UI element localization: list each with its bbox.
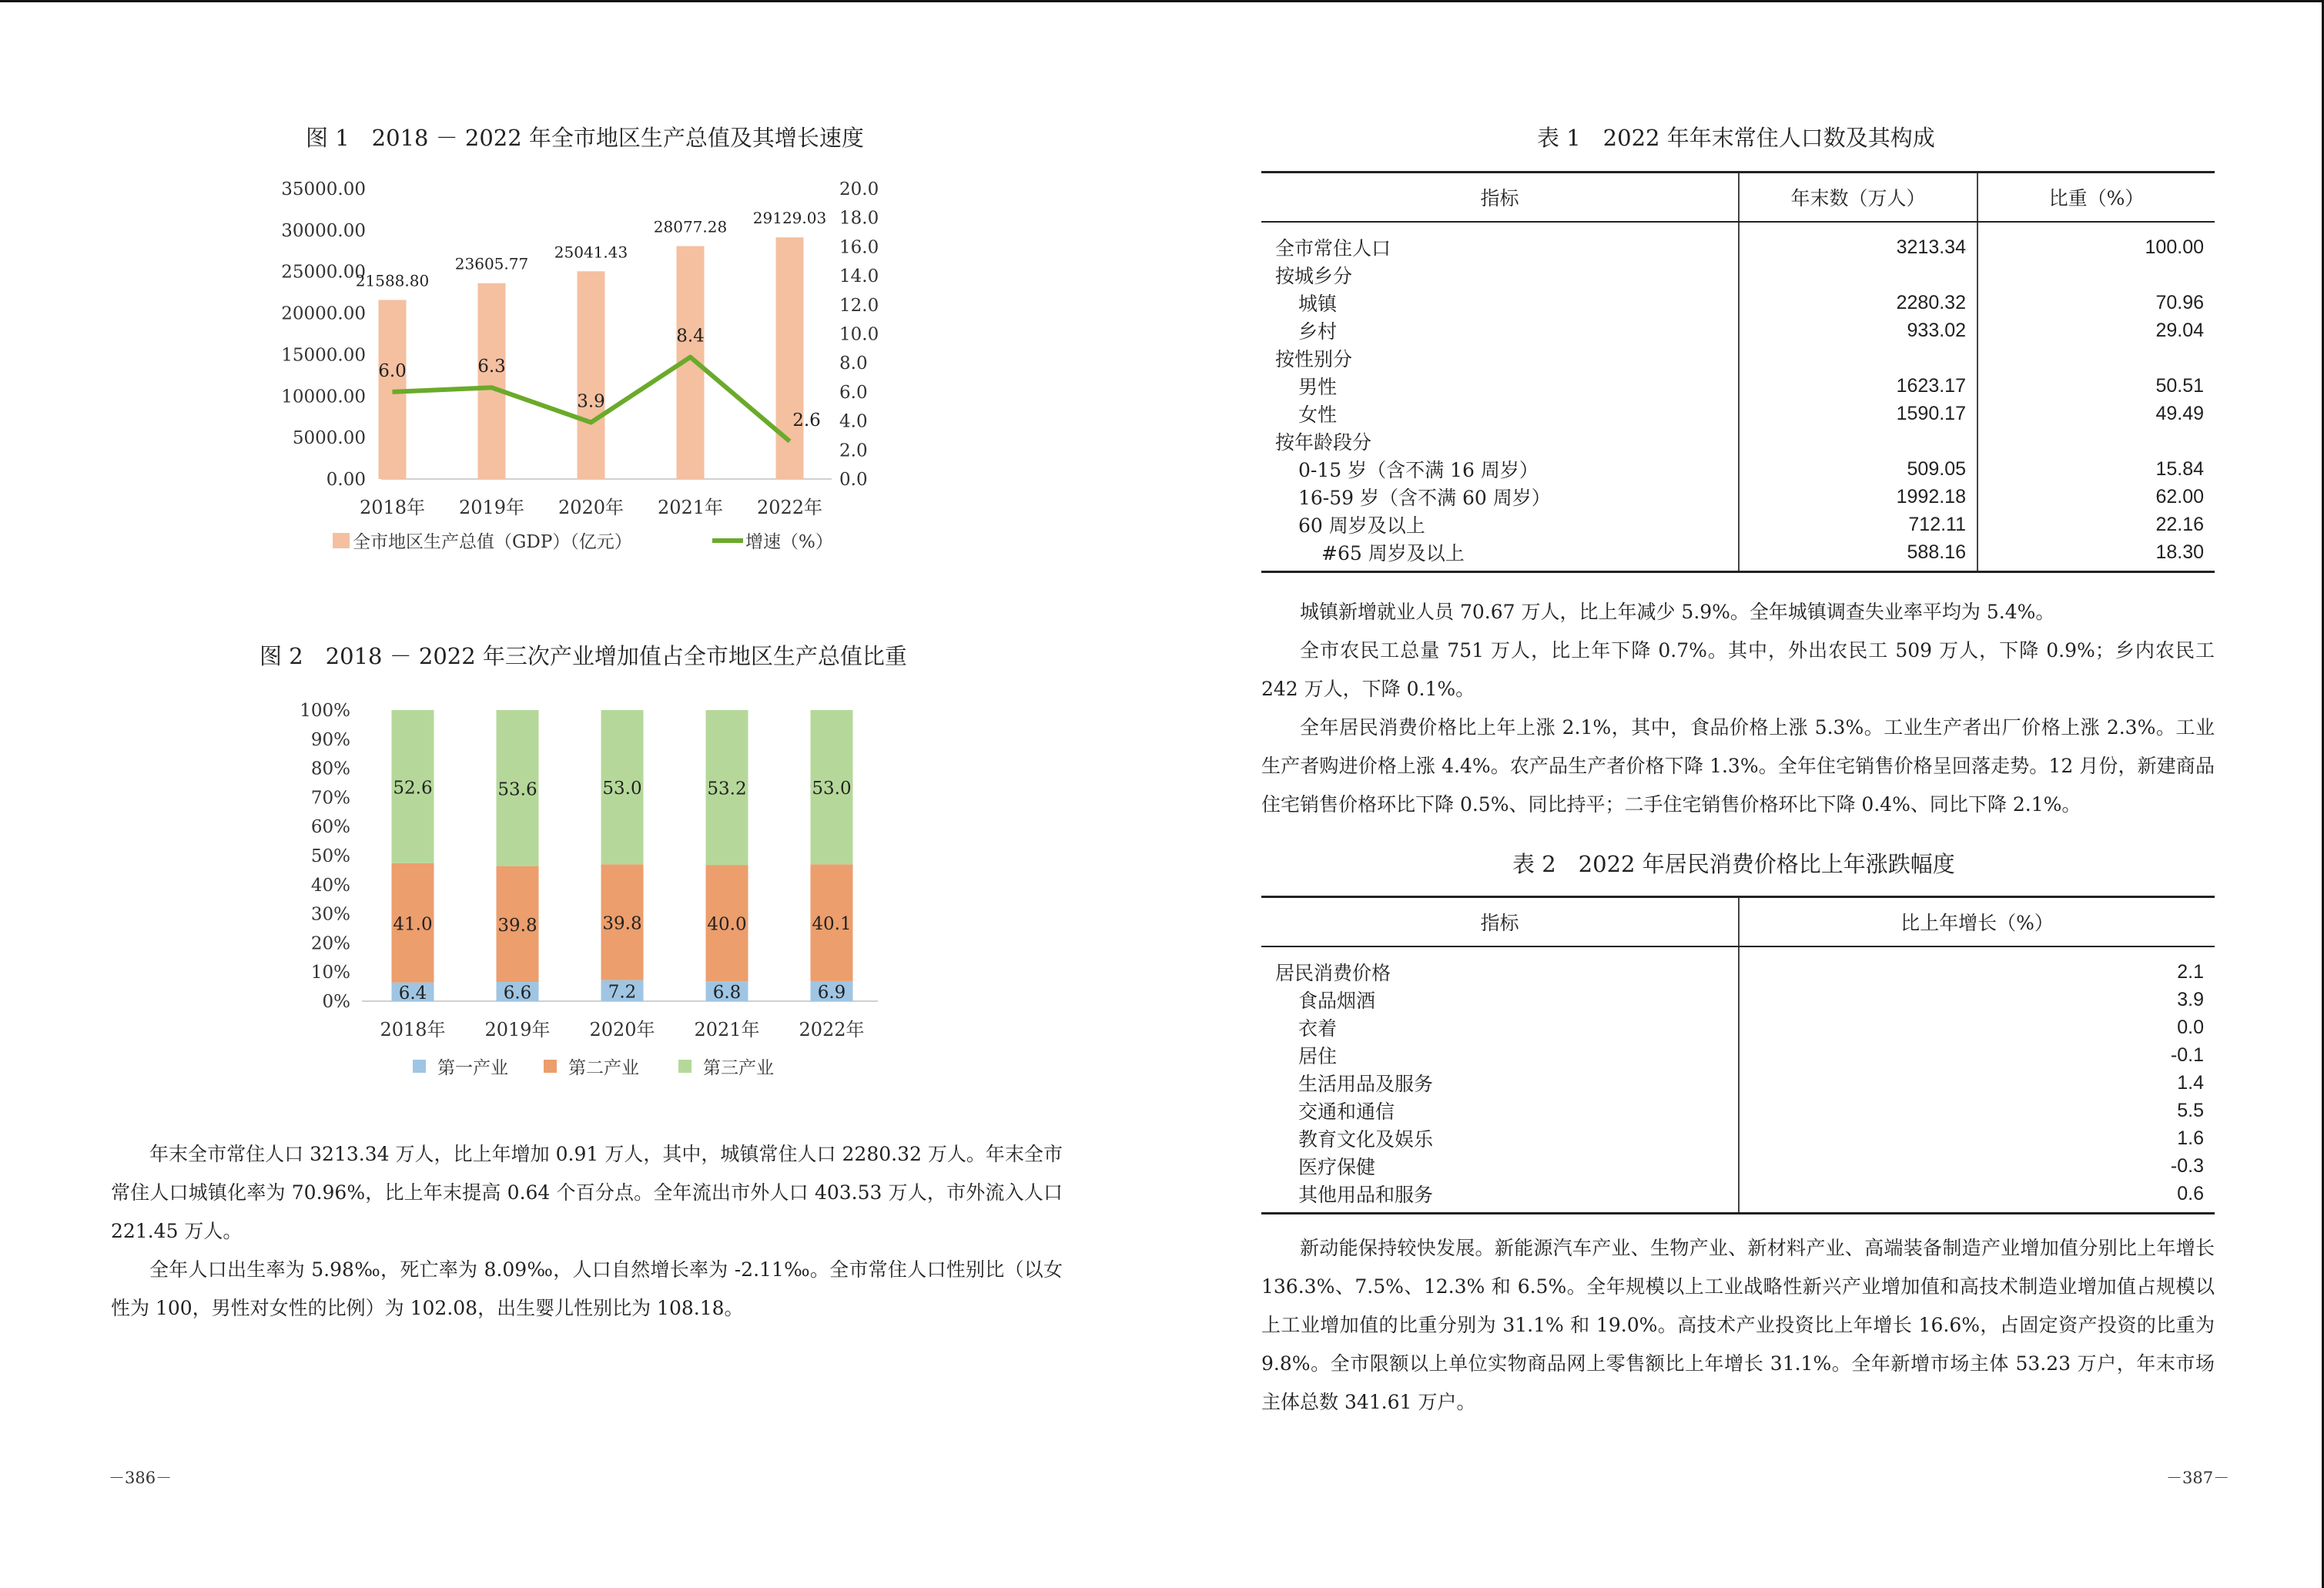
paragraph-employment: 城镇新增就业人员 70.67 万人，比上年减少 5.9%。全年城镇调查失业率平均为 5.4%。 [1300, 601, 2055, 623]
table1-cell-share [1977, 261, 2215, 289]
x-tick-label: 2019年 [458, 497, 525, 518]
segment-label: 53.0 [812, 779, 852, 799]
y-left-tick-label: 25000.00 [281, 262, 366, 283]
table2-row [1261, 1069, 2215, 1097]
x-tick-label: 2018年 [359, 497, 426, 518]
table1 [1261, 171, 2215, 573]
y-right-tick-label: 14.0 [839, 266, 879, 287]
growth-point-label: 2.6 [792, 410, 821, 431]
y-right-tick-label: 12.0 [839, 295, 879, 316]
table2-cell-value: 0.6 [1739, 1180, 2215, 1214]
table1-cell-value: 1590.17 [1739, 400, 1977, 427]
left-body-text [111, 1135, 1063, 1328]
y-right-tick-label: 2.0 [839, 441, 868, 461]
y-tick-label: 90% [310, 729, 350, 750]
table1-cell-label: #65 周岁及以上 [1261, 538, 1739, 572]
table1-cell-label: 60 周岁及以上 [1261, 511, 1739, 538]
y-left-tick-label: 20000.00 [281, 303, 366, 324]
y-tick-label: 10% [310, 963, 350, 983]
x-tick-label: 2021年 [694, 1019, 760, 1040]
page-number-left: －386－ [109, 1469, 172, 1487]
table2-row [1261, 1097, 2215, 1124]
table1-row [1261, 261, 2215, 289]
segment-label: 52.6 [393, 778, 433, 799]
table1-row [1261, 455, 2215, 483]
y-left-tick-label: 5000.00 [292, 428, 366, 449]
y-right-tick-label: 8.0 [839, 353, 868, 374]
growth-point-label: 6.3 [477, 357, 506, 377]
table1-row [1261, 400, 2215, 427]
table1-cell-label: 按城乡分 [1261, 261, 1739, 289]
table2-title: 表 2 2022 年居民消费价格比上年涨跌幅度 [1512, 851, 1955, 877]
table1-cell-share [1977, 344, 2215, 372]
table2-row [1261, 1152, 2215, 1180]
table2-cell-value: 1.6 [2177, 1127, 2204, 1149]
table1-cell-share: 70.96 [2155, 291, 2204, 313]
x-tick-label: 2020年 [589, 1019, 655, 1040]
table2-cell-label: 衣着 [1261, 1013, 1739, 1041]
segment-label: 39.8 [497, 915, 537, 936]
y-right-tick-label: 6.0 [839, 382, 868, 403]
table1-row [1261, 538, 2215, 572]
table1-header-year-end: 年末数（万人） [1739, 173, 1977, 223]
legend-label: 第三产业 [703, 1058, 774, 1078]
table2-cell-value: -0.3 [2170, 1154, 2204, 1177]
right-body-text-2 [1261, 1229, 2215, 1422]
table1-cell-value: 3213.34 [1739, 222, 1977, 261]
y-right-tick-label: 18.0 [839, 208, 879, 229]
x-tick-label: 2018年 [380, 1019, 446, 1040]
y-right-tick-label: 0.0 [839, 470, 868, 490]
table2-cell-label: 交通和通信 [1261, 1097, 1739, 1124]
table1-cell-share: 22.16 [2155, 513, 2204, 535]
table1-cell-value [1739, 427, 1977, 455]
table1-cell-share: 100.00 [2145, 236, 2204, 258]
segment-label: 7.2 [608, 982, 637, 1003]
gdp-bar [478, 283, 506, 479]
legend-label: 第二产业 [568, 1058, 639, 1078]
table2-cell-value: 2.1 [2177, 960, 2204, 983]
y-right-tick-label: 10.0 [839, 324, 879, 345]
x-tick-label: 2020年 [558, 497, 625, 518]
growth-point-label: 6.0 [378, 360, 407, 381]
y-right-tick-label: 4.0 [839, 411, 868, 432]
table2-row [1261, 946, 2215, 986]
paragraph-new-momentum: 新动能保持较快发展。新能源汽车产业、生物产业、新材料产业、高端装备制造产业增加值分别比上年增长 136.3%、7.5%、12.3% 和 6.5%。全年规模以上工业战略性新兴产业增加值和高技术制造业增加值占规模以上工业增加值的比重分别为 31.1% 和 19.0%。高技术产业投资比上年增长 16.6%，占固定资产投资的比重为 9.8%。全市限额以上单位实物商品网上零售额比上年增长 31.1%。全年新增市场主体 53.23 万户，年末市场主体总数 341.61 万户。 [1261, 1237, 2215, 1413]
table1-cell-value: 2280.32 [1739, 289, 1977, 317]
table1-cell-share [1977, 427, 2215, 455]
table1-row [1261, 344, 2215, 372]
table1-cell-label: 全市常住人口 [1261, 222, 1739, 261]
segment-label: 39.8 [602, 913, 642, 934]
gdp-bar [776, 237, 804, 479]
segment-label: 6.4 [398, 983, 427, 1003]
gdp-bar-label: 23605.77 [454, 254, 529, 273]
table2-cell-label: 居住 [1261, 1041, 1739, 1069]
segment-label: 53.0 [602, 779, 642, 799]
table1-cell-label: 按年龄段分 [1261, 427, 1739, 455]
table2-cell-value: 3.9 [2177, 988, 2204, 1010]
table1-row [1261, 222, 2215, 261]
growth-point-label: 8.4 [676, 326, 705, 347]
figure2-chart [285, 693, 886, 1094]
x-tick-label: 2022年 [756, 497, 823, 518]
table2-cell-value: 0.0 [2177, 1016, 2204, 1038]
figure2-title: 图 2 2018 － 2022 年三次产业增加值占全市地区生产总值比重 [260, 643, 907, 669]
x-tick-label: 2022年 [799, 1019, 865, 1040]
y-left-tick-label: 0.00 [326, 470, 366, 490]
table1-cell-share: 62.00 [2155, 485, 2204, 508]
paragraph-population: 年末全市常住人口 3213.34 万人，比上年增加 0.91 万人，其中，城镇常住人口 2280.32 万人。年末全市常住人口城镇化率为 70.96%，比上年末提高 0.64 个百分点。全年流出市外人口 403.53 万人，市外流入人口 221.45 万人。 [111, 1143, 1063, 1242]
y-left-tick-label: 10000.00 [281, 387, 366, 407]
legend-swatch [413, 1060, 426, 1073]
table1-row [1261, 317, 2215, 344]
y-tick-label: 80% [310, 759, 350, 779]
table2-row [1261, 986, 2215, 1013]
figure1-title: 图 1 2018 － 2022 年全市地区生产总值及其增长速度 [306, 125, 864, 151]
segment-label: 41.0 [393, 914, 433, 935]
table2-row [1261, 1041, 2215, 1069]
table1-cell-value: 588.16 [1739, 538, 1977, 572]
right-body-text-1 [1261, 593, 2215, 824]
paragraph-birth-rate: 全年人口出生率为 5.98‰，死亡率为 8.09‰，人口自然增长率为 -2.11‰。全市常住人口性别比（以女性为 100，男性对女性的比例）为 102.08，出生婴儿性别比为 108.18。 [111, 1258, 1063, 1319]
table1-row [1261, 372, 2215, 400]
y-left-tick-label: 30000.00 [281, 220, 366, 241]
table1-cell-value: 933.02 [1739, 317, 1977, 344]
page-number-right: －387－ [2166, 1469, 2230, 1487]
table2-cell-label: 其他用品和服务 [1261, 1180, 1739, 1214]
y-right-tick-label: 16.0 [839, 237, 879, 258]
y-tick-label: 20% [310, 933, 350, 954]
legend-label: 第一产业 [437, 1058, 508, 1078]
table1-header-indicator: 指标 [1261, 173, 1739, 223]
table1-cell-share: 15.84 [2155, 457, 2204, 480]
table2-cell-label: 医疗保健 [1261, 1152, 1739, 1180]
table1-cell-label: 0-15 岁（含不满 16 周岁） [1261, 455, 1739, 483]
table1-title: 表 1 2022 年年末常住人口数及其构成 [1537, 125, 1935, 151]
table2-header-indicator: 指标 [1261, 897, 1739, 947]
table1-cell-label: 城镇 [1261, 289, 1739, 317]
table2-cell-value: 1.4 [2177, 1071, 2204, 1094]
table2-cell-label: 教育文化及娱乐 [1261, 1124, 1739, 1152]
table1-row [1261, 483, 2215, 511]
y-left-tick-label: 15000.00 [281, 345, 366, 366]
table2 [1261, 896, 2215, 1214]
table2-header-growth: 比上年增长（%） [1739, 897, 2215, 947]
table1-cell-label: 乡村 [1261, 317, 1739, 344]
table1-cell-share: 18.30 [1977, 538, 2215, 572]
growth-point-label: 3.9 [577, 391, 605, 412]
table2-cell-value: -0.1 [2170, 1044, 2204, 1066]
table1-cell-value: 1623.17 [1739, 372, 1977, 400]
table2-cell-label: 食品烟酒 [1261, 986, 1739, 1013]
gdp-bar-label: 21588.80 [355, 271, 430, 290]
table2-cell-label: 生活用品及服务 [1261, 1069, 1739, 1097]
y-right-tick-label: 20.0 [839, 179, 879, 199]
y-tick-label: 50% [310, 846, 350, 866]
segment-label: 6.6 [503, 983, 532, 1003]
legend-swatch [678, 1060, 692, 1073]
table1-header-share: 比重（%） [1977, 173, 2215, 223]
figure1-chart [262, 169, 909, 562]
legend-swatch-gdp [333, 533, 350, 548]
table1-cell-value: 1992.18 [1739, 483, 1977, 511]
table1-row [1261, 511, 2215, 538]
table1-cell-label: 16-59 岁（含不满 60 周岁） [1261, 483, 1739, 511]
legend-swatch [544, 1060, 557, 1073]
gdp-bar-label: 25041.43 [554, 243, 628, 262]
y-tick-label: 0% [322, 992, 350, 1012]
table1-cell-label: 女性 [1261, 400, 1739, 427]
table1-cell-share: 50.51 [2155, 374, 2204, 397]
segment-label: 40.1 [812, 914, 852, 935]
y-tick-label: 100% [300, 701, 350, 721]
x-tick-label: 2021年 [657, 497, 724, 518]
table1-cell-share: 49.49 [2155, 402, 2204, 424]
gdp-bar [578, 271, 605, 479]
table1-cell-value: 712.11 [1739, 511, 1977, 538]
x-tick-label: 2019年 [484, 1019, 551, 1040]
table1-cell-label: 按性别分 [1261, 344, 1739, 372]
segment-label: 6.8 [712, 983, 742, 1003]
y-left-tick-label: 35000.00 [281, 179, 366, 199]
table2-row [1261, 1124, 2215, 1152]
y-tick-label: 30% [310, 904, 350, 925]
table1-row [1261, 289, 2215, 317]
gdp-bar-label: 29129.03 [752, 209, 827, 228]
table1-cell-value [1739, 261, 1977, 289]
table1-cell-share: 29.04 [2155, 319, 2204, 341]
y-tick-label: 60% [310, 817, 350, 838]
table1-cell-value: 509.05 [1739, 455, 1977, 483]
table2-cell-value: 5.5 [2177, 1099, 2204, 1121]
table2-row [1261, 1180, 2215, 1214]
table1-cell-value [1739, 344, 1977, 372]
y-tick-label: 40% [310, 875, 350, 896]
y-tick-label: 70% [310, 788, 350, 809]
segment-label: 53.6 [497, 779, 537, 800]
table2-cell-label: 居民消费价格 [1261, 946, 1739, 986]
segment-label: 53.2 [707, 779, 747, 799]
legend-label-gdp: 全市地区生产总值（GDP）（亿元） [353, 532, 632, 552]
segment-label: 6.9 [817, 982, 846, 1003]
segment-label: 40.0 [707, 914, 747, 935]
table2-row [1261, 1013, 2215, 1041]
table1-row [1261, 427, 2215, 455]
paragraph-prices: 全年居民消费价格比上年上涨 2.1%，其中，食品价格上涨 5.3%。工业生产者出厂价格上涨 2.3%。工业生产者购进价格上涨 4.4%。农产品生产者价格下降 1.3%。全年住宅销售价格呈回落走势。12 月份，新建商品住宅销售价格环比下降 0.5%、同比持平；二手住宅销售价格环比下降 0.4%、同比下降 2.1%。 [1261, 716, 2215, 816]
legend-label-growth: 增速（%） [745, 532, 833, 552]
paragraph-migrant-workers: 全市农民工总量 751 万人，比上年下降 0.7%。其中，外出农民工 509 万人，下降 0.9%；乡内农民工 242 万人，下降 0.1%。 [1261, 639, 2215, 700]
gdp-bar-label: 28077.28 [653, 217, 728, 236]
page-top-border [0, 0, 2324, 2]
table1-cell-label: 男性 [1261, 372, 1739, 400]
